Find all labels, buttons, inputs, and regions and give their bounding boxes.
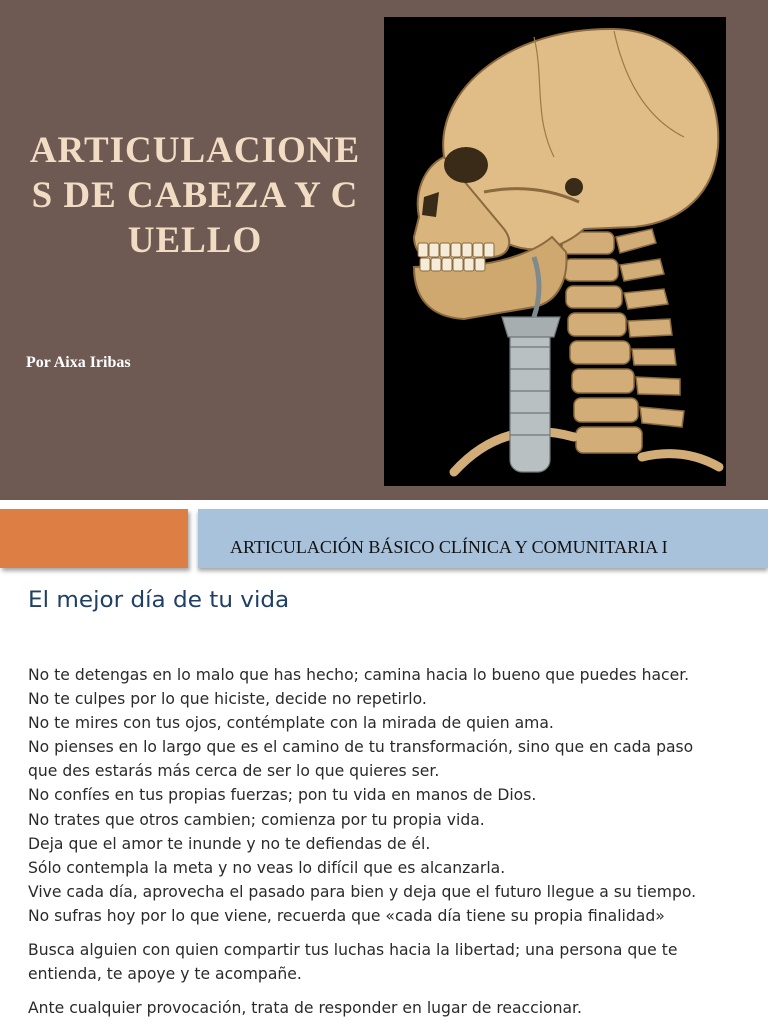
slide-author: Por Aixa Iribas [26,354,131,371]
text-line: Deja que el amor te inunde y no te defiendas de él. [28,834,431,853]
text-line: Ante cualquier provocación, trata de responder en lugar de reaccionar. [28,999,582,1018]
accent-bar-orange [0,509,188,568]
text-line: Sólo contempla la meta y no veas lo difícil que es alcanzarla. [28,858,506,877]
text-line: No sufras hoy por lo que viene, recuerda que «cada día tiene su propia finalidad» [28,906,665,925]
paragraph [28,996,758,1020]
slide-title: ARTICULACIONES DE CABEZA Y CUELLO [29,130,361,261]
paragraph [28,663,758,928]
skull-image-panel [384,17,726,486]
text-line: No te detengas en lo malo que has hecho; camina hacia lo bueno que puedes hacer. [28,666,690,684]
article-title: El mejor día de tu vida [28,588,290,613]
skull-neck-anatomy-icon [384,17,726,486]
paragraph [28,938,758,986]
text-line: No trates que otros cambien; comienza por tu propia vida. [28,810,485,829]
text-line: entienda, te apoye y te acompañe. [28,965,302,984]
text-line: No te mires con tus ojos, contémplate con la mirada de quien ama. [28,714,554,733]
text-line: Busca alguien con quien compartir tus luchas hacia la libertad; una persona que te [28,941,678,960]
text-line: No pienses en lo largo que es el camino de tu transformación, sino que en cada paso [28,738,694,757]
text-line: Vive cada día, aprovecha el pasado para bien y deja que el futuro llegue a su tiempo. [28,882,697,901]
article-body [28,663,758,1024]
slide-cover [0,0,768,500]
text-line: No te culpes por lo que hiciste, decide no repetirlo. [28,690,427,709]
text-line: No confíes en tus propias fuerzas; pon tu vida en manos de Dios. [28,786,537,805]
subtitle-text: ARTICULACIÓN BÁSICO CLÍNICA Y COMUNITARIA I [230,537,668,557]
text-line: que des estarás más cerca de ser lo que quieres ser. [28,762,440,781]
